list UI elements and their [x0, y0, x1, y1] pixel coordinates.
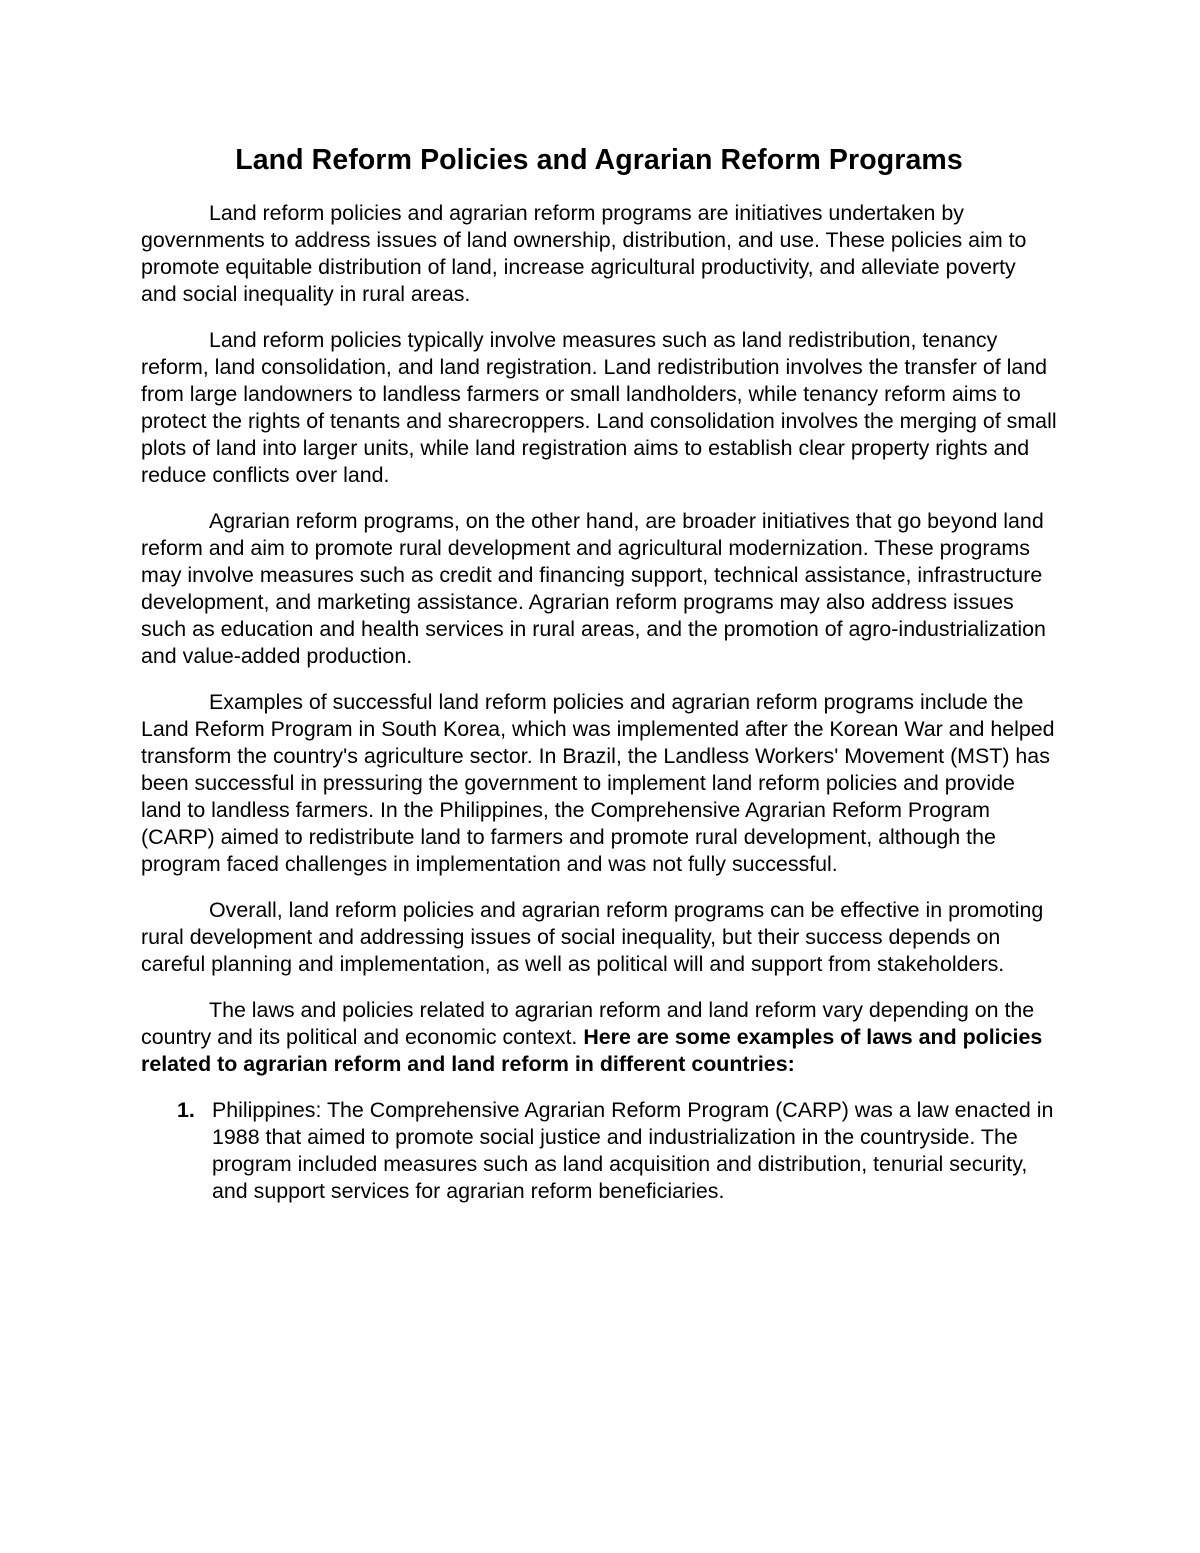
- paragraph-laws-intro: [141, 997, 1057, 1078]
- paragraph-land-reform-measures: Land reform policies typically involve measures such as land redistribution, tenancy reform, land consolidation, and land registration. Land redistribution involves the transfer of land from large landowners to landless farmers or small landholders, while tenancy reform aims to protect the rights of tenants and sharecroppers. Land consolidation involves the merging of small plots of land into larger units, while land registration aims to establish clear property rights and reduce conflicts over land.: [141, 328, 1057, 487]
- paragraph-intro: Land reform policies and agrarian reform programs are initiatives undertaken by governments to address issues of land ownership, distribution, and use. These policies aim to promote equitable distribution of land, increase agricultural productivity, and alleviate poverty and social inequality in rural areas.: [141, 201, 1027, 306]
- paragraph-agrarian-programs: Agrarian reform programs, on the other hand, are broader initiatives that go beyond land reform and aim to promote rural development and agricultural modernization. These programs may involve measures such as credit and financing support, technical assistance, infrastructure development, and marketing assistance. Agrarian reform programs may also address issues such as education and health services in rural areas, and the promotion of agro-industrialization and value-added production.: [141, 509, 1046, 668]
- laws-intro-text: The laws and policies related to agrarian reform and land reform vary depending on the country and its political and economic context.: [141, 998, 1035, 1049]
- paragraph-examples: Examples of successful land reform policies and agrarian reform programs include the Land Reform Program in South Korea, which was implemented after the Korean War and helped transform the country's agriculture sector. In Brazil, the Landless Workers' Movement (MST) has been successful in pressuring the government to implement land reform policies and provide land to landless farmers. In the Philippines, the Comprehensive Agrarian Reform Program (CARP) aimed to redistribute land to farmers and promote rural development, although the program faced challenges in implementation and was not fully successful.: [141, 690, 1055, 876]
- list-item-number: 1.: [177, 1098, 195, 1122]
- document-body: [141, 142, 1057, 1205]
- laws-list: [141, 1097, 1057, 1205]
- laws-intro-bold: Here are some examples of laws and policies related to agrarian reform and land reform in different countries:: [141, 1025, 1043, 1076]
- paragraph-overall: Overall, land reform policies and agrarian reform programs can be effective in promoting rural development and addressing issues of social inequality, but their success depends on careful planning and implementation, as well as political will and support from stakeholders.: [141, 898, 1044, 976]
- list-item-text: Philippines: The Comprehensive Agrarian Reform Program (CARP) was a law enacted in 1988 that aimed to promote social justice and industrialization in the countryside. The program included measures such as land acquisition and distribution, tenurial security, and support services for agrarian reform beneficiaries.: [212, 1098, 1054, 1203]
- document-title: Land Reform Policies and Agrarian Reform Programs: [235, 144, 963, 176]
- list-item: [141, 1097, 1057, 1205]
